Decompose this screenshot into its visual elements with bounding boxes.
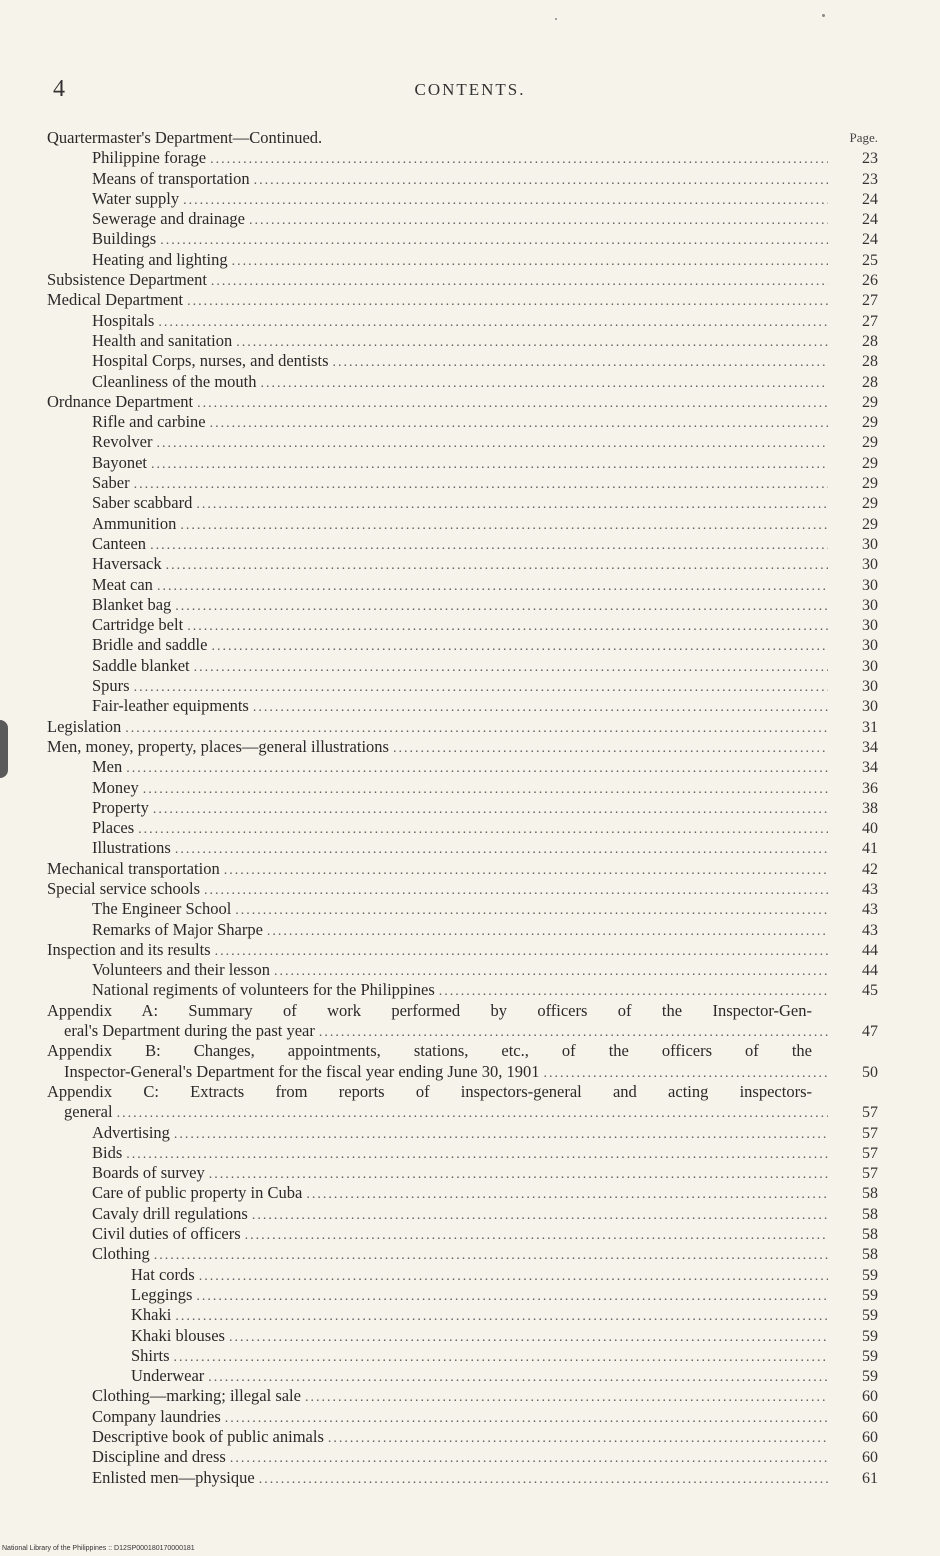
toc-entry-text: Company laundries bbox=[92, 1406, 221, 1426]
dot-leader bbox=[196, 1287, 828, 1307]
toc-page-number: 30 bbox=[862, 535, 878, 553]
toc-page-number: 61 bbox=[862, 1469, 878, 1487]
dot-leader bbox=[175, 597, 828, 617]
toc-page-number: 41 bbox=[862, 840, 878, 858]
dot-leader bbox=[210, 150, 828, 170]
toc-page-number: 43 bbox=[862, 880, 878, 898]
toc-entry[interactable] bbox=[47, 189, 880, 209]
toc-page-number: 57 bbox=[862, 1165, 878, 1183]
toc-entry[interactable] bbox=[47, 757, 880, 777]
toc-entry[interactable] bbox=[47, 148, 880, 168]
toc-page-number: 28 bbox=[862, 353, 878, 371]
dot-leader bbox=[153, 800, 828, 820]
toc-entry[interactable] bbox=[47, 1366, 880, 1386]
toc-page-number: 30 bbox=[862, 657, 878, 675]
dot-leader bbox=[126, 1145, 828, 1165]
dot-leader bbox=[154, 1246, 828, 1266]
dot-leader bbox=[236, 333, 828, 353]
dot-leader bbox=[252, 1206, 828, 1226]
toc-page-number: 29 bbox=[862, 475, 878, 493]
toc-page-number: 59 bbox=[862, 1307, 878, 1325]
toc-page-number: 40 bbox=[862, 820, 878, 838]
dot-leader bbox=[158, 313, 828, 333]
toc-entry-text: Buildings bbox=[92, 229, 157, 249]
toc-entry-text: Water supply bbox=[92, 188, 180, 208]
toc-page-number: 30 bbox=[862, 556, 878, 574]
dot-leader bbox=[134, 475, 828, 495]
toc-entry-text: Leggings bbox=[131, 1284, 193, 1304]
toc-entry[interactable] bbox=[47, 1265, 880, 1285]
toc-entry[interactable] bbox=[47, 372, 880, 392]
toc-entry[interactable] bbox=[47, 818, 880, 838]
toc-entry[interactable] bbox=[47, 473, 880, 493]
toc-entry[interactable] bbox=[47, 656, 880, 676]
dot-leader bbox=[245, 1226, 828, 1246]
dot-leader bbox=[328, 1429, 828, 1449]
toc-entry[interactable] bbox=[47, 453, 880, 473]
toc-entry[interactable] bbox=[47, 514, 880, 534]
toc-entry-text: Men bbox=[92, 757, 123, 777]
dot-leader bbox=[253, 698, 828, 718]
toc-entry[interactable] bbox=[47, 676, 880, 696]
toc-entry-text: Saddle blanket bbox=[92, 655, 190, 675]
toc-page-number: 38 bbox=[862, 799, 878, 817]
toc-entry-text: Appendix B: Changes, appointments, stations, etc., of the officers of the bbox=[47, 1041, 812, 1061]
dot-leader bbox=[187, 617, 828, 637]
toc-entry-text: Philippine forage bbox=[92, 148, 207, 168]
toc-page-number: 57 bbox=[862, 1124, 878, 1142]
dot-leader bbox=[199, 1267, 828, 1287]
toc-entry[interactable] bbox=[47, 1427, 880, 1447]
toc-entry-text: Blanket bag bbox=[92, 594, 172, 614]
toc-section-header bbox=[47, 128, 880, 148]
toc-entry-text: Rifle and carbine bbox=[92, 412, 206, 432]
dot-leader bbox=[439, 982, 828, 1002]
dot-leader bbox=[249, 211, 828, 231]
toc-page-number: 59 bbox=[862, 1327, 878, 1345]
toc-page-number: 24 bbox=[862, 190, 878, 208]
toc-entry-text: Sewerage and drainage bbox=[92, 209, 246, 229]
toc-entry-text: Ammunition bbox=[92, 513, 177, 533]
toc-entry-text: Bids bbox=[92, 1142, 123, 1162]
toc-entry[interactable] bbox=[47, 778, 880, 798]
toc-page-number: 29 bbox=[862, 515, 878, 533]
toc-entry[interactable] bbox=[47, 737, 880, 757]
toc-entry-text: Canteen bbox=[92, 533, 147, 553]
toc-entry-text: Saber bbox=[92, 473, 130, 493]
dot-leader bbox=[274, 962, 828, 982]
toc-entry[interactable] bbox=[47, 717, 880, 737]
toc-page-number: 34 bbox=[862, 759, 878, 777]
toc-page-number: 58 bbox=[862, 1205, 878, 1223]
dot-leader bbox=[306, 1185, 828, 1205]
toc-page-number: 57 bbox=[862, 1104, 878, 1122]
dot-leader bbox=[259, 1470, 828, 1490]
toc-entry[interactable] bbox=[47, 920, 880, 940]
dot-leader bbox=[208, 1368, 828, 1388]
toc-page-number: 29 bbox=[862, 495, 878, 513]
toc-page-number: 43 bbox=[862, 901, 878, 919]
dot-leader bbox=[174, 1348, 828, 1368]
dot-leader bbox=[267, 922, 828, 942]
toc-entry-text: Cartridge belt bbox=[92, 615, 184, 635]
toc-entry-text: Khaki bbox=[131, 1305, 172, 1325]
toc-page-number: 27 bbox=[862, 292, 878, 310]
dot-leader bbox=[204, 881, 828, 901]
toc-entry[interactable] bbox=[47, 412, 880, 432]
toc-entry-text: Clothing bbox=[92, 1244, 150, 1264]
toc-entry[interactable] bbox=[47, 575, 880, 595]
toc-page-number: 59 bbox=[862, 1266, 878, 1284]
dot-leader bbox=[175, 1307, 828, 1327]
toc-entry[interactable] bbox=[47, 1183, 880, 1203]
dot-leader bbox=[126, 759, 828, 779]
toc-page-number: 60 bbox=[862, 1388, 878, 1406]
toc-entry[interactable] bbox=[47, 798, 880, 818]
toc-entry-text: Volunteers and their lesson bbox=[92, 960, 270, 980]
dot-leader bbox=[393, 739, 828, 759]
toc-entry-text: Medical Department bbox=[47, 290, 184, 310]
toc-page-number: 29 bbox=[862, 414, 878, 432]
toc-entry-text: Descriptive book of public animals bbox=[92, 1427, 324, 1446]
dot-leader bbox=[319, 1023, 828, 1043]
toc-page-number: 58 bbox=[862, 1246, 878, 1264]
toc-page-number: 57 bbox=[862, 1144, 878, 1162]
toc-entry-text: Civil duties of officers bbox=[92, 1224, 241, 1244]
toc-page-number: 44 bbox=[862, 941, 878, 959]
toc-page-number: 30 bbox=[862, 596, 878, 614]
toc-entry[interactable] bbox=[47, 351, 880, 371]
dot-leader bbox=[157, 577, 828, 597]
dot-leader bbox=[305, 1388, 828, 1408]
dot-leader bbox=[166, 556, 828, 576]
toc-entry-text: Hospitals bbox=[92, 310, 155, 330]
toc-entry-text: Advertising bbox=[92, 1122, 170, 1142]
toc-page-number: 23 bbox=[862, 170, 878, 188]
toc-page-number: 34 bbox=[862, 738, 878, 756]
toc-entry-text: Hat cords bbox=[131, 1264, 195, 1284]
toc-entry-text: Men, money, property, places—general illustrations bbox=[47, 736, 389, 756]
dot-leader bbox=[235, 901, 828, 921]
toc-entry-continuation: eral's Department during the past year bbox=[64, 1021, 315, 1041]
toc-page-number: 31 bbox=[862, 718, 878, 736]
toc-entry[interactable] bbox=[47, 1244, 880, 1264]
toc-page-number: 60 bbox=[862, 1429, 878, 1446]
toc-page-number: 43 bbox=[862, 921, 878, 939]
toc-entry[interactable] bbox=[47, 1346, 880, 1366]
toc-page-number: 59 bbox=[862, 1286, 878, 1304]
page-number: 4 bbox=[53, 76, 65, 102]
dot-leader bbox=[211, 272, 828, 292]
dot-leader bbox=[151, 455, 828, 475]
dot-leader bbox=[183, 191, 828, 211]
toc-entry[interactable] bbox=[47, 899, 880, 919]
toc-entry-text: Discipline and dress bbox=[92, 1447, 226, 1467]
dot-leader bbox=[125, 719, 828, 739]
toc-entry[interactable] bbox=[47, 1386, 880, 1406]
toc-entry[interactable] bbox=[47, 432, 880, 452]
toc-page-number: 60 bbox=[862, 1408, 878, 1426]
toc-entry-text: Spurs bbox=[92, 676, 130, 696]
toc-page-number: 25 bbox=[862, 251, 878, 269]
toc-entry-text: Places bbox=[92, 818, 135, 838]
toc-entry[interactable] bbox=[47, 209, 880, 229]
toc-page-number: 50 bbox=[862, 1063, 878, 1081]
toc-entry[interactable] bbox=[47, 493, 880, 513]
toc-entry-text: Cleanliness of the mouth bbox=[92, 371, 257, 391]
dot-leader bbox=[160, 231, 828, 251]
dot-leader bbox=[333, 353, 829, 373]
toc-entry[interactable] bbox=[47, 1326, 880, 1346]
toc-entry-text: Quartermaster's Department—Continued. bbox=[47, 128, 323, 147]
dot-leader bbox=[224, 861, 828, 881]
toc-page-number: 26 bbox=[862, 272, 878, 290]
binding-shadow bbox=[0, 720, 8, 778]
dot-leader bbox=[197, 394, 828, 414]
toc-entry[interactable] bbox=[47, 595, 880, 615]
toc-entry-text: Subsistence Department bbox=[47, 270, 207, 290]
dot-leader bbox=[156, 434, 828, 454]
toc-entry-continuation: Inspector-General's Department for the fiscal year ending June 30, 1901 bbox=[64, 1061, 540, 1081]
dot-leader bbox=[229, 1328, 828, 1348]
dot-leader bbox=[180, 516, 828, 536]
page-column-label: Page. bbox=[849, 130, 878, 145]
dot-leader bbox=[174, 1125, 828, 1145]
toc-page-number: 30 bbox=[862, 617, 878, 635]
toc-entry[interactable] bbox=[47, 980, 880, 1000]
toc-entry[interactable] bbox=[47, 229, 880, 249]
toc-entry-text: Enlisted men—physique bbox=[92, 1467, 255, 1487]
page-title: CONTENTS. bbox=[414, 80, 526, 99]
toc-entry-text: Shirts bbox=[131, 1345, 170, 1365]
dot-leader bbox=[187, 292, 828, 312]
toc-entry-text: Illustrations bbox=[92, 838, 171, 858]
toc-entry[interactable] bbox=[47, 331, 880, 351]
toc-entry-text: Means of transportation bbox=[92, 168, 250, 188]
toc-page-number: 47 bbox=[862, 1023, 878, 1041]
paper-speck bbox=[555, 18, 557, 20]
dot-leader bbox=[543, 1064, 828, 1084]
toc-entry-text: Boards of survey bbox=[92, 1163, 205, 1183]
toc-entry[interactable] bbox=[47, 250, 880, 270]
dot-leader bbox=[211, 637, 828, 657]
toc-page-number: 42 bbox=[862, 860, 878, 878]
dot-leader bbox=[209, 1165, 828, 1185]
toc-entry[interactable] bbox=[47, 696, 880, 716]
toc-page-number: 60 bbox=[862, 1449, 878, 1467]
dot-leader bbox=[254, 171, 828, 191]
toc-entry-text: Legislation bbox=[47, 716, 122, 736]
toc-entry-text: Mechanical transportation bbox=[47, 858, 220, 878]
toc-entry[interactable] bbox=[47, 1082, 880, 1123]
toc-page-number: 28 bbox=[862, 373, 878, 391]
toc-entry-text: Inspection and its results bbox=[47, 939, 211, 959]
toc-page-number: 58 bbox=[862, 1226, 878, 1244]
toc-entry-text: Meat can bbox=[92, 574, 153, 594]
paper-speck bbox=[822, 14, 825, 17]
toc-entry-text: Care of public property in Cuba bbox=[92, 1183, 303, 1203]
dot-leader bbox=[117, 1104, 828, 1124]
dot-leader bbox=[134, 678, 828, 698]
toc-entry[interactable] bbox=[47, 879, 880, 899]
toc-entry-text: Property bbox=[92, 797, 149, 817]
toc-entry[interactable] bbox=[47, 1123, 880, 1143]
toc-entry[interactable] bbox=[47, 1163, 880, 1183]
toc-entry-text: Clothing—marking; illegal sale bbox=[92, 1386, 301, 1406]
toc-entry[interactable] bbox=[47, 290, 880, 310]
toc-page-number: 36 bbox=[862, 779, 878, 797]
toc-entry[interactable] bbox=[47, 534, 880, 554]
toc-entry[interactable] bbox=[47, 615, 880, 635]
toc-page-number: 24 bbox=[862, 211, 878, 229]
toc-page-number: 45 bbox=[862, 982, 878, 1000]
toc-page-number: 30 bbox=[862, 678, 878, 696]
toc-entry-text: Appendix C: Extracts from reports of inspectors-general and acting inspectors- bbox=[47, 1081, 812, 1101]
toc-entry[interactable] bbox=[47, 1041, 880, 1082]
dot-leader bbox=[261, 374, 828, 394]
toc-page-number: 44 bbox=[862, 962, 878, 980]
toc-entry-text: The Engineer School bbox=[92, 899, 232, 919]
toc-page-number: 23 bbox=[862, 150, 878, 168]
toc-entry-text: Haversack bbox=[92, 554, 162, 574]
toc-entry-text: Hospital Corps, nurses, and dentists bbox=[92, 351, 329, 371]
toc-entry[interactable] bbox=[47, 392, 880, 412]
toc-entry-continuation: general bbox=[64, 1102, 113, 1122]
toc-entry[interactable] bbox=[47, 311, 880, 331]
toc-entry-text: National regiments of volunteers for the Philippines bbox=[92, 980, 435, 1000]
toc-page-number: 29 bbox=[862, 393, 878, 411]
toc-entry-text: Bayonet bbox=[92, 452, 147, 472]
toc-entry[interactable] bbox=[47, 960, 880, 980]
toc-entry-text: Revolver bbox=[92, 432, 153, 452]
toc-entry-text: Saber scabbard bbox=[92, 493, 193, 513]
toc-entry-text: Ordnance Department bbox=[47, 391, 194, 411]
toc-entry[interactable] bbox=[47, 940, 880, 960]
toc-entry-text: Underwear bbox=[131, 1366, 205, 1386]
toc-entry[interactable] bbox=[47, 1305, 880, 1325]
toc-entry-text: Cavaly drill regulations bbox=[92, 1203, 248, 1223]
toc-page-number: 30 bbox=[862, 637, 878, 655]
toc-entry-text: Fair-leather equipments bbox=[92, 696, 249, 716]
dot-leader bbox=[138, 820, 828, 840]
dot-leader bbox=[196, 495, 828, 515]
toc-entry[interactable] bbox=[47, 635, 880, 655]
toc-entry[interactable] bbox=[47, 554, 880, 574]
toc-entry[interactable] bbox=[47, 270, 880, 290]
toc-page-number: 28 bbox=[862, 332, 878, 350]
toc-entry[interactable] bbox=[47, 1285, 880, 1305]
dot-leader bbox=[143, 780, 828, 800]
toc-page-number: 58 bbox=[862, 1185, 878, 1203]
table-of-contents bbox=[47, 128, 880, 1488]
dot-leader bbox=[175, 840, 828, 860]
dot-leader bbox=[230, 1449, 828, 1469]
toc-page-number: 59 bbox=[862, 1347, 878, 1365]
toc-entry-text: Appendix A: Summary of work performed by officers of the Inspector-Gen- bbox=[47, 1000, 812, 1020]
toc-entry[interactable] bbox=[47, 1001, 880, 1042]
toc-page-number: 59 bbox=[862, 1368, 878, 1386]
dot-leader bbox=[215, 942, 828, 962]
toc-entry[interactable] bbox=[47, 838, 880, 858]
toc-entry-text: Health and sanitation bbox=[92, 330, 233, 350]
dot-leader bbox=[232, 252, 828, 272]
toc-entry[interactable] bbox=[47, 859, 880, 879]
toc-page-number: 24 bbox=[862, 231, 878, 249]
toc-entry[interactable] bbox=[47, 169, 880, 189]
toc-entry-text: Money bbox=[92, 777, 139, 797]
toc-page-number: 29 bbox=[862, 434, 878, 452]
toc-entry-text: Special service schools bbox=[47, 878, 201, 898]
toc-page-number: 30 bbox=[862, 698, 878, 716]
dot-leader bbox=[150, 536, 828, 556]
toc-page-number: 29 bbox=[862, 454, 878, 472]
toc-entry-text: Heating and lighting bbox=[92, 249, 228, 269]
footer-credit: National Library of the Philippines :: D12SP000180170000181 bbox=[2, 1545, 195, 1552]
toc-page-number: 30 bbox=[862, 576, 878, 594]
toc-entry[interactable] bbox=[47, 1468, 880, 1488]
dot-leader bbox=[210, 414, 828, 434]
toc-entry-text: Khaki blouses bbox=[131, 1325, 225, 1345]
toc-entry-text: Bridle and saddle bbox=[92, 635, 208, 655]
toc-entry[interactable] bbox=[47, 1224, 880, 1244]
toc-entry[interactable] bbox=[47, 1447, 880, 1467]
toc-entry[interactable] bbox=[47, 1143, 880, 1163]
toc-entry[interactable] bbox=[47, 1204, 880, 1224]
toc-page-number: 27 bbox=[862, 312, 878, 330]
toc-entry[interactable] bbox=[47, 1407, 880, 1427]
dot-leader bbox=[225, 1409, 828, 1429]
dot-leader bbox=[194, 658, 828, 678]
toc-entry-text: Remarks of Major Sharpe bbox=[92, 919, 263, 939]
